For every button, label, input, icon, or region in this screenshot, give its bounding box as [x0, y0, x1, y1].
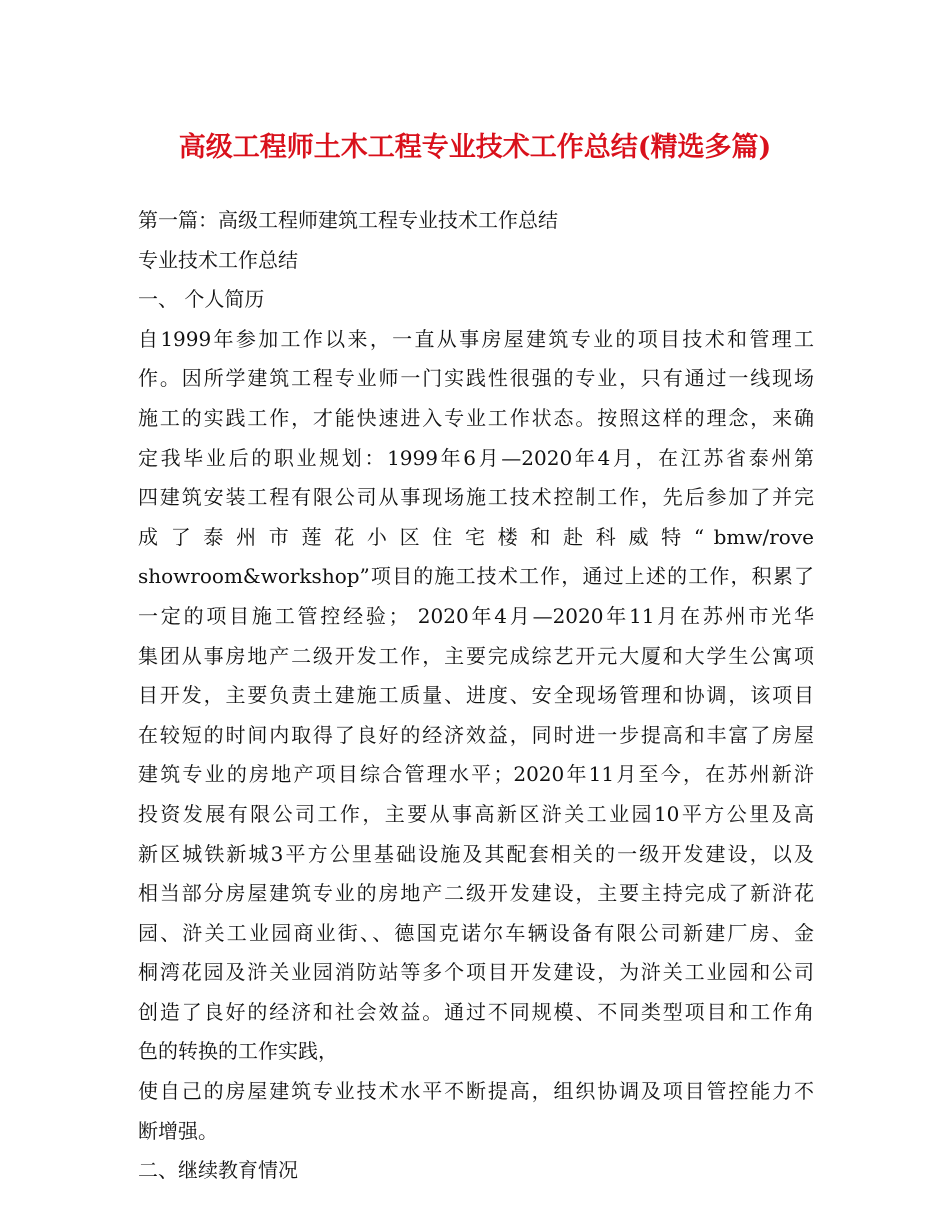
paragraph-line: 目开发，主要负责土建施工质量、进度、安全现场管理和协调，该项目 [138, 683, 814, 708]
paragraph-line: 建筑专业的房地产项目综合管理水平；2020年11月至今，在苏州新浒 [138, 762, 814, 787]
paragraph-line: 施工的实践工作，才能快速进入专业工作状态。按照这样的理念，来确 [138, 405, 814, 430]
paragraph-line: 定我毕业后的职业规划：1999年6月—2020年4月，在江苏省泰州第 [138, 445, 814, 470]
paragraph-line: 成 了 泰 州 市 莲 花 小 区 住 宅 楼 和 赴 科 威 特 “ bmw/rove [138, 524, 814, 549]
paragraph-line: 投资发展有限公司工作，主要从事高新区浒关工业园10平方公里及高 [138, 801, 814, 826]
paragraph-line: showroom&workshop”项目的施工技术工作，通过上述的工作，积累了 [138, 564, 814, 589]
paragraph-line: 园、浒关工业园商业街、、德国克诺尔车辆设备有限公司新建厂房、金 [138, 920, 814, 945]
section-heading-2: 二、继续教育情况 [138, 1158, 298, 1183]
section-heading-1: 第一篇：高级工程师建筑工程专业技术工作总结 [138, 208, 558, 232]
paragraph-line: 相当部分房屋建筑专业的房地产二级开发建设，主要主持完成了新浒花 [138, 881, 814, 906]
paragraph-line: 桐湾花园及浒关业园消防站等多个项目开发建设，为浒关工业园和公司 [138, 960, 814, 985]
paragraph-line: 使自己的房屋建筑专业技术水平不断提高，组织协调及项目管控能力不 [138, 1079, 814, 1104]
subsection-heading: 专业技术工作总结 [138, 247, 298, 272]
paragraph-line: 在较短的时间内取得了良好的经济效益，同时进一步提高和丰富了房屋 [138, 722, 814, 747]
document-title: 高级工程师土木工程专业技术工作总结(精选多篇) [178, 132, 772, 163]
paragraph-line: 作。因所学建筑工程专业师一门实践性很强的专业，只有通过一线现场 [138, 366, 814, 391]
item-heading-resume: 一、 个人简历 [138, 287, 265, 312]
paragraph-line: 新区城铁新城3平方公里基础设施及其配套相关的一级开发建设，以及 [138, 841, 814, 866]
paragraph-line: 集团从事房地产二级开发工作，主要完成综艺开元大厦和大学生公寓项 [138, 643, 814, 668]
paragraph-line: 断增强。 [138, 1118, 218, 1143]
paragraph-line: 创造了良好的经济和社会效益。通过不同规模、不同类型项目和工作角 [138, 999, 814, 1024]
paragraph-line: 自1999年参加工作以来，一直从事房屋建筑专业的项目技术和管理工 [138, 326, 814, 351]
paragraph-line: 色的转换的工作实践， [138, 1039, 338, 1064]
paragraph-line: 四建筑安装工程有限公司从事现场施工技术控制工作，先后参加了并完 [138, 485, 814, 510]
paragraph-line: 一定的项目施工管控经验； 2020年4月—2020年11月在苏州市光华 [138, 603, 814, 628]
document-body [138, 201, 814, 1191]
